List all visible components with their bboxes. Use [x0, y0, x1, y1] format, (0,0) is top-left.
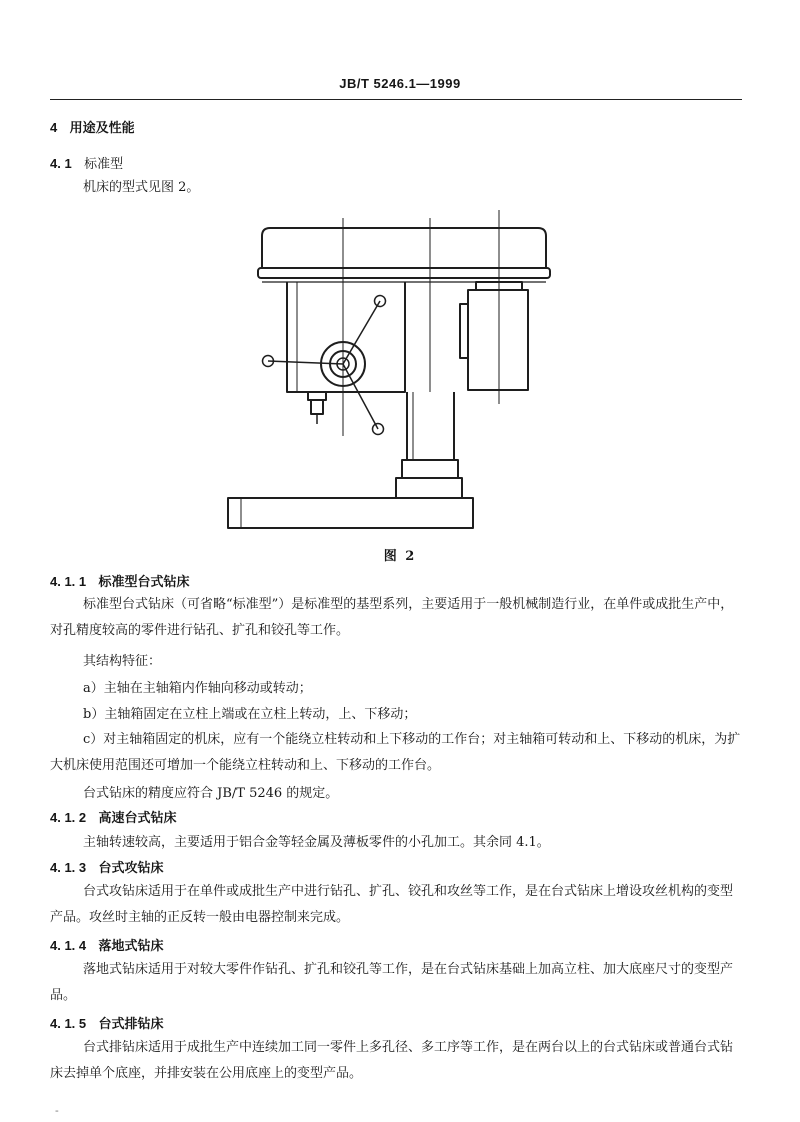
- section-4-1-3-number: 4. 1. 3: [50, 860, 87, 875]
- structure-features-title: 其结构特征：: [83, 654, 162, 669]
- section-4-number: 4: [50, 120, 58, 135]
- section-4-1-2-paragraph: 主轴转速较高，主要适用于铝合金等轻金属及薄板零件的小孔加工。其余同 4.1。: [83, 835, 550, 850]
- figure-2-bench-drill: [222, 205, 574, 537]
- section-4-1-3-title: 台式攻钻床: [98, 861, 164, 876]
- precision-note: 台式钻床的精度应符合 JB/T 5246 的规定。: [83, 786, 339, 801]
- section-4-1-1-number: 4. 1. 1: [50, 574, 87, 589]
- section-4-1-4-paragraph: 落地式钻床适用于对较大零件作钻孔、扩孔和铰孔等工作，是在台式钻床基础上加高立柱、加大底座尺寸的变型产品。: [50, 962, 734, 1003]
- section-4-1-number: 4. 1: [50, 156, 72, 171]
- page-header: JB/T 5246.1—1999: [339, 76, 461, 91]
- section-4-1-2-number: 4. 1. 2: [50, 810, 87, 825]
- section-4-1-2-title: 高速台式钻床: [98, 811, 177, 826]
- section-4-title: 用途及性能: [69, 121, 135, 136]
- feature-c: c）对主轴箱固定的机床，应有一个能绕立柱转动和上下移动的工作台；对主轴箱可转动和上、下移动的机床，为扩大机床使用范围还可增加一个能绕立柱转动和上、下移动的工作台。: [50, 732, 741, 773]
- section-4-1-5-heading: [50, 1015, 164, 1034]
- section-4-1-1-paragraph: 标准型台式钻床（可省略“标准型”）是标准型的基型系列，主要适用于一般机械制造行业，在单件或成批生产中，对孔精度较高的零件进行钻孔、扩孔和铰孔等工作。: [50, 597, 734, 638]
- section-4-1-1-title: 标准型台式钻床: [98, 575, 190, 590]
- feature-b: b）主轴箱固定在立柱上端或在立柱上转动，上、下移动；: [83, 707, 417, 722]
- section-4-heading: [50, 119, 135, 138]
- column-collar: [402, 460, 458, 478]
- section-4-1-1-heading: [50, 573, 190, 592]
- section-4-1-4-heading: [50, 937, 164, 956]
- section-4-1-4-number: 4. 1. 4: [50, 938, 87, 953]
- figure-caption: 图 2: [383, 549, 417, 564]
- section-4-1-heading: [50, 155, 123, 174]
- footer-mark: -: [55, 1104, 59, 1117]
- section-4-1-2-heading: [50, 809, 177, 828]
- motor: [460, 282, 528, 390]
- section-4-1-3-heading: [50, 859, 164, 878]
- column: [407, 392, 454, 460]
- section-4-1-5-number: 4. 1. 5: [50, 1016, 87, 1031]
- base: [228, 498, 473, 528]
- section-4-1-4-title: 落地式钻床: [98, 939, 164, 954]
- column-foot: [396, 478, 462, 498]
- spindle-head: [287, 282, 405, 392]
- spindle-chuck: [308, 392, 326, 424]
- section-4-1-5-title: 台式排钻床: [98, 1017, 164, 1032]
- feature-a: a）主轴在主轴箱内作轴向移动或转动；: [83, 681, 312, 696]
- section-4-1-5-paragraph: 台式排钻床适用于成批生产中连续加工同一零件上多孔径、多工序等工作，是在两台以上的台式钻床或普通台式钻床去掉单个底座，并排安装在公用底座上的变型产品。: [50, 1040, 734, 1081]
- section-4-1-intro: 机床的型式见图 2。: [83, 180, 200, 195]
- head-cover: [258, 228, 550, 282]
- section-4-1-title: 标准型: [84, 157, 124, 172]
- section-4-1-3-paragraph: 台式攻钻床适用于在单件或成批生产中进行钻孔、扩孔、铰孔和攻丝等工作，是在台式钻床上增设攻丝机构的变型产品。攻丝时主轴的正反转一般由电器控制来完成。: [50, 884, 734, 925]
- header-rule: [50, 99, 742, 100]
